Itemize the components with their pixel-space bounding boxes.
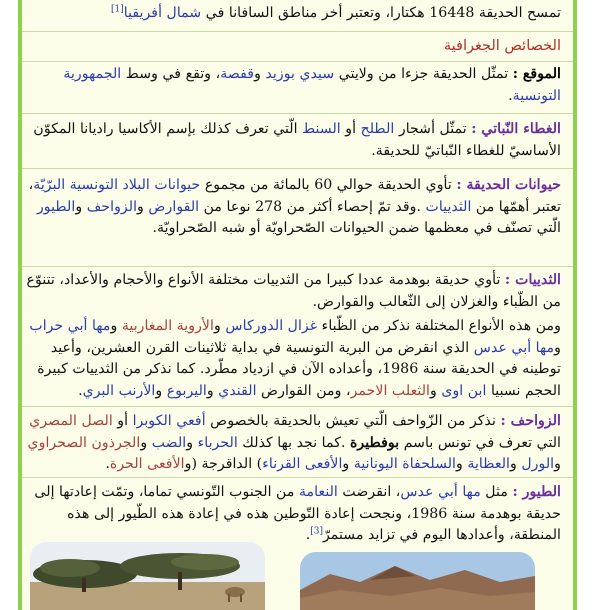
greek-tortoise-link[interactable]: السلحفاة اليونانية xyxy=(353,456,456,472)
text-span: و xyxy=(456,456,468,472)
text-span: . xyxy=(105,456,110,472)
jerboa-link[interactable]: اليربوع xyxy=(166,382,207,399)
text-span: و xyxy=(110,318,122,334)
cobra-link[interactable]: أفعي الكوبرا xyxy=(132,413,206,429)
scimitar-oryx-link[interactable]: مها أبي حراب xyxy=(29,318,111,334)
addax-link[interactable]: مها أبي عدس xyxy=(473,339,555,356)
text-span: مثل xyxy=(480,484,513,500)
birds-link[interactable]: الطيور xyxy=(36,198,76,215)
mountain-landscape-photo xyxy=(300,552,535,610)
text-span: و xyxy=(254,66,266,82)
vegetation-paragraph xyxy=(24,119,561,162)
free-viper-link[interactable]: الأفعى الحرة xyxy=(109,456,185,472)
acacia-link[interactable]: السنط xyxy=(302,121,341,137)
divider xyxy=(22,406,573,407)
text-span: و xyxy=(206,382,219,399)
reptiles-paragraph xyxy=(24,411,561,476)
spiny-tailed-lizard-link[interactable]: الضب xyxy=(151,434,187,451)
text-span: و xyxy=(186,434,198,451)
egyptian-cobra-link[interactable]: الصل المصري xyxy=(29,413,113,429)
reptiles-link[interactable]: الزواحف xyxy=(86,198,138,215)
mountain-scene xyxy=(300,552,535,610)
boufatira-term: بوفطيرة xyxy=(349,434,400,451)
text-span: تأوي حديقة بوهدمة عددا كبيرا من الثدييات مختلفة الأنواع والأحجام والأعداد، تتنوّع من الظّباء والغزلان إلى الثّعالب والقوارض. xyxy=(26,272,561,310)
text-span: ، تعتبر أهمّها من xyxy=(28,177,561,215)
text-span: .وقد تمّ إحصاء أكثر من 278 نوعا من xyxy=(199,198,426,215)
text-span: و xyxy=(429,382,442,399)
right-green-border xyxy=(573,0,577,610)
text-span: . xyxy=(305,527,311,543)
text-span: نذكر من الزّواحف الّتي تعيش بالحديقة بالخصوص xyxy=(205,413,501,429)
talh-link[interactable]: الطلح xyxy=(360,121,395,137)
divider xyxy=(22,61,573,62)
text-span: و xyxy=(137,198,149,215)
text-span: و xyxy=(213,318,226,334)
birds-label: الطيور : xyxy=(512,484,561,500)
text-span: .كما نجد بها كذلك xyxy=(237,434,350,451)
text-span: تأوي الحديقة حوالي 60 بالمائة من مجموع xyxy=(200,177,457,193)
savanna-scene xyxy=(30,542,265,610)
text-span: و xyxy=(342,456,354,472)
divider xyxy=(22,477,573,478)
jackal-link[interactable]: ابن اوى xyxy=(441,382,487,399)
text-span: تمثّل أشجار xyxy=(394,121,472,137)
text-span: . xyxy=(508,87,513,104)
mammals-link[interactable]: الثدييات xyxy=(425,198,472,215)
ref-3[interactable]: [3] xyxy=(310,526,323,537)
sidi-bouzid-link[interactable]: سيدي بوزيد xyxy=(265,66,335,82)
text-span: الذي انقرض من البرية التونسية في بداية ثلاثينات القرن العشرين، وأعيد توطينه في الحديقة سنة 1986، وأعداده الآن في ازدياد مطّرد. كما نذكر من الثدييات كبيرة الحجم نسبيا xyxy=(37,339,561,399)
desert-rat-link[interactable]: الجرذون الصحراوي xyxy=(27,434,141,451)
addax-link[interactable]: مها أبي عدس xyxy=(400,484,481,500)
text-span: تمثّل الحديقة جزءا من ولايتي xyxy=(334,66,513,82)
text-span: و xyxy=(510,456,522,472)
text-span: و xyxy=(155,382,167,399)
reptiles-label: الزواحف : xyxy=(500,413,561,429)
tunisian-wildlife-link[interactable]: حيوانات البلاد التونسية البرّيّة xyxy=(33,177,201,193)
divider xyxy=(22,31,573,32)
ostrich-link[interactable]: النعامة xyxy=(298,484,338,500)
lizard-link[interactable]: العظاية xyxy=(467,456,510,472)
gafsa-link[interactable]: قفصة xyxy=(220,66,255,82)
text-span: أو xyxy=(340,121,361,137)
divider xyxy=(22,266,573,267)
text-span: و xyxy=(75,198,87,215)
intro-paragraph xyxy=(24,3,561,25)
fauna-paragraph xyxy=(24,175,561,240)
chameleon-link[interactable]: الحرباء xyxy=(197,434,238,451)
mammals-species-paragraph xyxy=(24,316,561,402)
gundi-link[interactable]: القندي xyxy=(218,382,257,399)
mammals-paragraph xyxy=(24,270,561,313)
intro-text: تمسح الحديقة 16448 هكتارا، وتعتبر أخر مناطق السافانا في xyxy=(201,5,561,21)
location-paragraph xyxy=(24,64,561,107)
text-span: ، ومن القوارض xyxy=(256,382,351,399)
rodents-link[interactable]: القوارض xyxy=(148,198,200,215)
tunisia-link[interactable]: الجمهورية التونسية xyxy=(63,66,561,104)
dorcas-gazelle-link[interactable]: غزال الدوركاس xyxy=(225,318,318,334)
monitor-lizard-link[interactable]: الورل xyxy=(521,456,555,472)
text-span: ، انقرضت xyxy=(337,484,401,500)
text-span: و xyxy=(554,339,561,356)
text-span: الّتي تصنّف في معظمها ضمن الحيوانات الصّحراويّة أو شبه الصّحراويّة. xyxy=(152,220,561,236)
acacia-savanna-photo xyxy=(30,542,265,610)
birds-paragraph xyxy=(24,482,561,547)
location-label: الموقع : xyxy=(512,66,561,82)
text-span: و xyxy=(554,456,561,472)
text-span: أو xyxy=(112,413,133,429)
vegetation-label: الغطاء النّباتي : xyxy=(471,121,561,137)
text-span: ، وتقع في وسط xyxy=(121,66,221,82)
text-span: الّتي تعرف كذلك بإسم الأكاسيا راديانا المكوّن الأساسيّ للغطاء النّباتيّ للحديقة. xyxy=(33,121,561,159)
text-span: التي تعرف في تونس باسم xyxy=(399,434,561,451)
text-span: ومن هذه الأنواع المختلفة نذكر من الظّباء xyxy=(317,318,561,334)
divider xyxy=(22,168,573,169)
wild-hare-link[interactable]: الأرنب البري xyxy=(82,382,156,399)
text-span: من الجنوب التّونسي تماما، وتمّت إعادتها إلى حديقة بوهدمة سنة 1986، ونجحت إعادة التّوطين هذه في إعادة هذه الطّيور إلى هذه المنطقة، وأعدادها اليوم في تزايد مستمرّ xyxy=(34,484,561,543)
text-span: ) الداقرجة (و xyxy=(184,456,263,472)
fauna-label: حيوانات الحديقة : xyxy=(456,177,561,193)
ref-1[interactable]: [1] xyxy=(110,4,124,15)
red-fox-link[interactable]: الثعلب الاحمر xyxy=(350,382,430,399)
barbary-sheep-link[interactable]: الأروية المغاربية xyxy=(121,318,214,334)
text-span: و xyxy=(140,434,152,451)
north-africa-link[interactable]: شمال أفريقيا xyxy=(123,5,202,21)
horned-viper-link[interactable]: الأفعى القرناء xyxy=(262,456,343,472)
text-span: . xyxy=(78,382,83,399)
divider xyxy=(22,113,573,114)
section-title: الخصائص الجغرافية xyxy=(443,38,561,54)
mammals-label: الثدييات : xyxy=(504,272,561,288)
